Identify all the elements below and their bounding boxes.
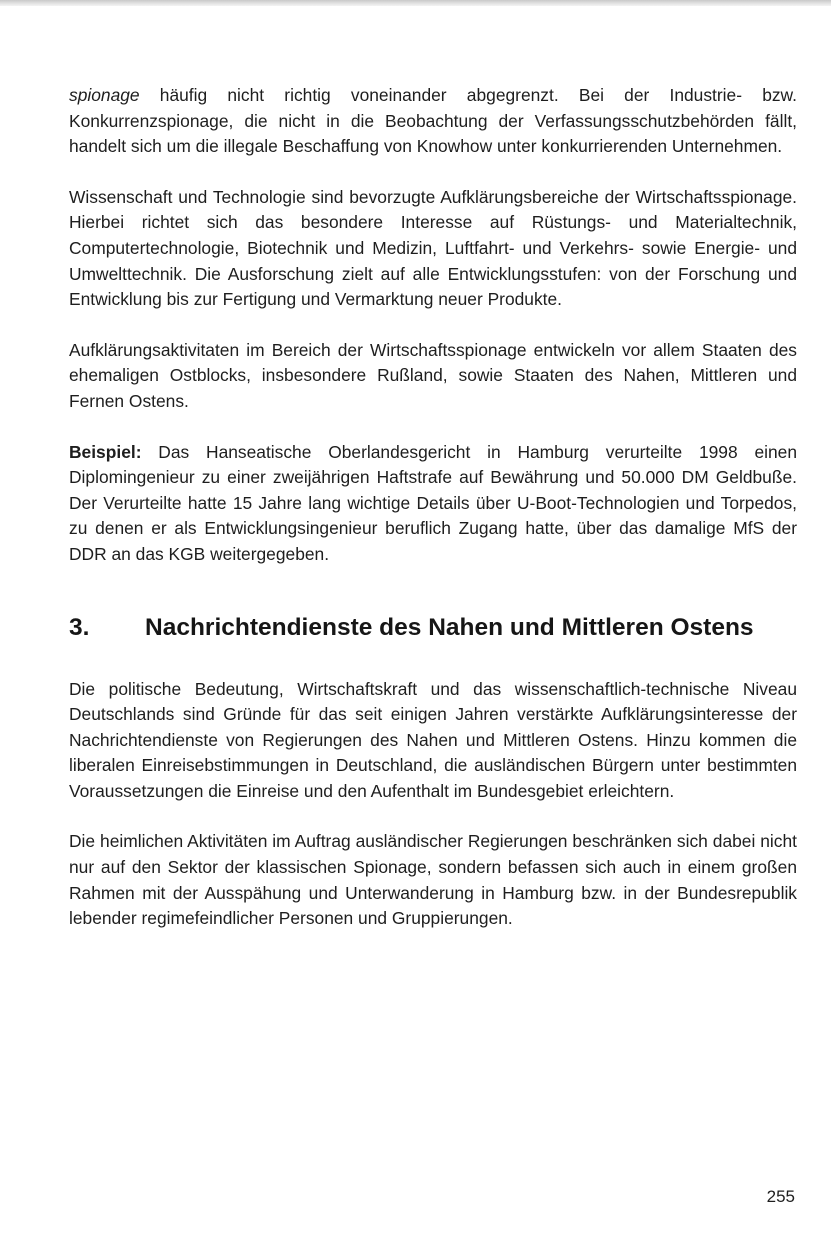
paragraph-germany-interest: Die politische Bedeutung, Wirtschaftskraft und das wissenschaftlich-technische Niveau Deutschlands sind Gründe für das seit einigen Jahren verstärkte Aufklärungsinteresse der Nachrichtendienste von Regierungen des Nahen und Mittleren Ostens. Hinzu kommen die liberalen Einreisebstimmungen in Deutschland, die ausländischen Bürgern unter bestimmten Voraussetzungen die Einreise und den Aufenthalt im Bundesgebiet erleichtern. xyxy=(69,678,797,801)
paragraph-text: häufig nicht richtig voneinander abgegrenzt. Bei der Industrie- bzw. Konkurrenzspionage, die nicht in die Beobachtung der Verfassungsschutzbehörden fällt, handelt sich um die illegale Beschaffung von Knowhow unter konkurrierenden Unternehmen. xyxy=(69,85,797,157)
section-heading xyxy=(69,611,797,645)
paragraph-secret-activities: Die heimlichen Aktivitäten im Auftrag ausländischer Regierungen beschränken sich dabei nicht nur auf den Sektor der klassischen Spionage, sondern befassen sich auch in einem großen Rahmen mit der Ausspähung und Unterwanderung in Hamburg bzw. in der Bundesrepublik lebender regimefeindlicher Personen und Gruppierungen. xyxy=(69,831,797,929)
page-number: 255 xyxy=(766,1187,795,1206)
paragraph-example xyxy=(69,440,797,568)
scan-top-edge xyxy=(0,0,831,6)
section-title: Nachrichtendienste des Nahen und Mittleren Ostens xyxy=(145,613,754,641)
example-label: Beispiel: xyxy=(69,441,142,462)
italic-word: spionage xyxy=(69,85,140,105)
paragraph-science-technology: Wissenschaft und Technologie sind bevorzugte Aufklärungsbereiche der Wirtschaftsspionage. Hierbei richtet sich das besondere Interesse auf Rüstungs- und Materialtechnik, Computertechnologie, Biotechnik und Medizin, Luftfahrt- und Verkehrs- sowie Energie- und Umwelttechnik. Die Ausforschung zielt auf alle Entwicklungsstufen: von der Forschung und Entwicklung bis zur Fertigung und Vermarktung neuer Produkte. xyxy=(69,186,797,310)
example-text: Das Hanseatische Oberlandesgericht in Hamburg verurteilte 1998 einen Diplomingenieur zu einer zweijährigen Haftstrafe auf Bewährung und 50.000 DM Geldbuße. Der Verurteilte hatte 15 Jahre lang wichtige Details über U-Boot-Technologien und Torpedos, zu denen er als Entwicklungsingenieur beruflich Zugang hatte, über das damalige MfS der DDR an das KGB weitergegeben. xyxy=(69,441,797,564)
document-page xyxy=(69,83,797,932)
paragraph-espionage-states: Aufklärungsaktivitaten im Bereich der Wirtschaftsspionage entwickeln vor allem Staaten des ehemaligen Ostblocks, insbesondere Rußland, sowie Staaten des Nahen, Mittleren und Fernen Ostens. xyxy=(69,339,797,411)
paragraph-industrial-espionage xyxy=(69,83,797,160)
section-number: 3. xyxy=(69,613,90,641)
